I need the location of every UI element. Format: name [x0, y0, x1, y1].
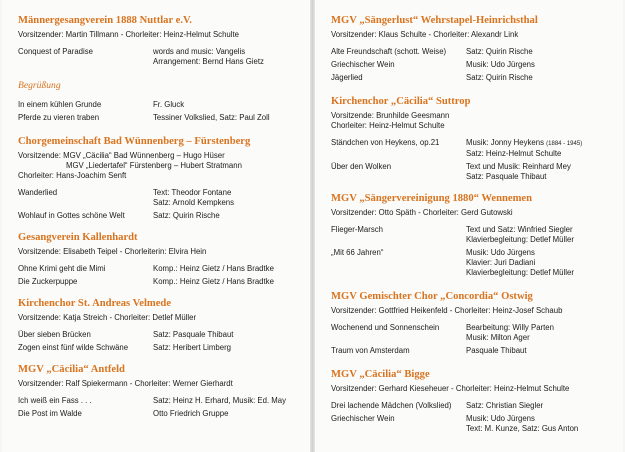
song-title: Flieger-Marsch: [331, 225, 383, 234]
credit-line: Komp.: Heinz Gietz / Hans Bradtke: [153, 277, 274, 286]
song-row: [331, 248, 621, 278]
song-row: [331, 346, 621, 356]
song-credits: [466, 414, 621, 434]
song-title: Über den Wolken: [331, 162, 392, 171]
song-row: [18, 264, 308, 274]
choir-title: MGV Gemischter Chor „Concordia“ Ostwig: [331, 291, 533, 302]
credit-line: Musik: Udo Jürgens: [466, 248, 535, 257]
song-row: [331, 60, 621, 70]
song-row: [18, 100, 308, 110]
song-credits: [466, 323, 621, 343]
song-title: Die Zuckerpuppe: [18, 277, 78, 286]
song-list: [18, 47, 308, 67]
choir-section: [331, 95, 621, 182]
credit-line: Satz: Pasquale Thibaut: [153, 330, 234, 339]
choir-title: Chorgemeinschaft Bad Wünnenberg – Fürstenberg: [18, 136, 251, 147]
song-credits: [466, 401, 621, 411]
right-column: [331, 14, 621, 437]
choir-meta-line: Vorsitzender: Ralf Spiekermann - Chorleiter: Werner Gierhardt: [18, 379, 233, 388]
credit-line: Komp.: Heinz Gietz / Hans Bradtke: [153, 264, 274, 273]
choir-meta-line: Vorsitzende: MGV „Cäcilia“ Bad Wünnenberg – Hugo Hüser: [18, 151, 225, 160]
song-row: [18, 211, 308, 221]
choir-meta-line: Vorsitzender: Gottfried Heikenfeld - Chorleiter: Heinz-Josef Schaub: [331, 306, 563, 315]
song-list: [18, 396, 308, 419]
song-row: [331, 401, 621, 411]
credit-line-with-note: [466, 138, 621, 149]
song-title: In einem kühlen Grunde: [18, 100, 102, 109]
song-row: [18, 409, 308, 419]
song-title: Wochenend und Sonnenschein: [331, 323, 440, 332]
choir-meta-line: Vorsitzender: Otto Späth - Chorleiter: Gerd Gutowski: [331, 208, 513, 217]
right-page: [315, 0, 623, 452]
credit-line: Klavier: Juri Dadiani: [466, 258, 536, 267]
credit-line: Musik: Udo Jürgens: [466, 60, 535, 69]
song-row: [331, 323, 621, 343]
choir-meta-line: Vorsitzende: Elisabeth Teipel - Chorleiterin: Elvira Hein: [18, 247, 207, 256]
credit-line: Otto Friedrich Gruppe: [153, 409, 229, 418]
song-credits: [153, 113, 308, 123]
song-credits: [466, 225, 621, 245]
choir-title: MGV „Cäcilia“ Antfeld: [18, 364, 125, 375]
song-credits: [466, 248, 621, 278]
choir-title: Kirchenchor „Cäcilia“ Suttrop: [331, 96, 471, 107]
song-credits: [153, 330, 308, 340]
choir-section: [331, 368, 621, 434]
song-title: Die Post im Walde: [18, 409, 82, 418]
song-list: [331, 401, 621, 434]
song-title: Ständchen von Heykens, op.21: [331, 138, 440, 147]
credit-line: Klavierbegleitung: Detlef Müller: [466, 268, 574, 277]
credit-line: Klavierbegleitung: Detlef Müller: [466, 235, 574, 244]
song-credits: [153, 277, 308, 287]
credit-line: Text: Theodor Fontane: [153, 188, 232, 197]
choir-title: Gesangverein Kallenhardt: [18, 232, 138, 243]
choir-meta-line: MGV „Liedertafel“ Fürstenberg – Hubert Stratmann: [66, 161, 242, 170]
song-credits: [466, 47, 621, 57]
choir-meta-line: Vorsitzender: Martin Tillmann - Chorleiter: Heinz-Helmut Schulte: [18, 30, 239, 39]
credit-line: Musik: Milton Ager: [466, 333, 530, 342]
choir-section: [331, 14, 621, 83]
credit-line: Text und Satz: Winfried Siegler: [466, 225, 573, 234]
credit-line: Satz: Pasquale Thibaut: [466, 172, 547, 181]
song-list: [331, 47, 621, 83]
choir-meta-line: Chorleiter: Heinz-Helmut Schulte: [331, 121, 445, 130]
song-credits: [466, 138, 621, 159]
song-row: [18, 47, 308, 67]
song-credits: [153, 409, 308, 419]
song-credits: [153, 211, 308, 221]
song-credits: [466, 60, 621, 70]
song-credits: [153, 343, 308, 353]
song-row: [18, 343, 308, 353]
choir-section: [18, 79, 308, 123]
credit-line: Bearbeitung: Willy Parten: [466, 323, 554, 332]
choir-section: [331, 290, 621, 356]
song-title: Conquest of Paradise: [18, 47, 93, 56]
credit-line: Satz: Heinz-Helmut Schulte: [466, 149, 562, 158]
song-title: Wanderlied: [18, 188, 58, 197]
song-title: Über sieben Brücken: [18, 330, 91, 339]
song-title: Wohlauf in Gottes schöne Welt: [18, 211, 125, 220]
credit-line: Satz: Quirin Rische: [466, 73, 533, 82]
credit-line: words and music: Vangelis: [153, 47, 246, 56]
credit-line: Satz: Heinz H. Erhard, Musik: Ed. May: [153, 396, 287, 405]
choir-title: Kirchenchor St. Andreas Velmede: [18, 298, 172, 309]
choir-title: MGV „Sängerlust“ Wehrstapel-Heinrichsthal: [331, 15, 538, 26]
song-title: Ich weiß ein Fass . . .: [18, 396, 92, 405]
credit-line: Text und Musik: Reinhard Mey: [466, 162, 571, 171]
song-title: Ohne Krimi geht die Mimi: [18, 264, 106, 273]
song-credits: [153, 396, 308, 406]
song-title: Zogen einst fünf wilde Schwäne: [18, 343, 129, 352]
choir-meta-line: Vorsitzende: Brunhilde Geesmann: [331, 111, 450, 120]
song-title: „Mit 66 Jahren“: [331, 248, 384, 257]
song-row: [331, 225, 621, 245]
song-list: [331, 225, 621, 278]
song-row: [18, 188, 308, 208]
choir-title: MGV „Sängervereinigung 1880“ Wennemen: [331, 193, 532, 204]
song-list: [18, 264, 308, 287]
song-row: [18, 277, 308, 287]
credit-line: Fr. Gluck: [153, 100, 185, 109]
song-credits: [466, 162, 621, 182]
choir-section: [18, 297, 308, 353]
song-row: [331, 414, 621, 434]
choir-section: [18, 363, 308, 419]
credit-line: Pasquale Thibaut: [466, 346, 527, 355]
song-list: [18, 330, 308, 353]
choir-title: Begrüßung: [18, 80, 61, 91]
song-list: [331, 323, 621, 356]
credit-line: Satz: Arnold Kempkens: [153, 198, 235, 207]
choir-title: Männergesangverein 1888 Nuttlar e.V.: [18, 15, 192, 26]
song-list: [18, 100, 308, 123]
credit-line: Text: M. Kunze, Satz: Gus Anton: [466, 424, 579, 433]
credit-line: Musik: Jonny Heykens: [466, 138, 544, 147]
song-credits: [153, 47, 308, 67]
song-credits: [153, 188, 308, 208]
song-title: Alte Freundschaft (schott. Weise): [331, 47, 447, 56]
song-credits: [153, 100, 308, 110]
song-row: [18, 330, 308, 340]
choir-title: MGV „Cäcilia“ Bigge: [331, 369, 430, 380]
song-title: Jägerlied: [331, 73, 363, 82]
song-row: [331, 138, 621, 159]
choir-meta-line: Vorsitzender: Gerhard Kieseheuer - Chorleiter: Heinz-Helmut Schulte: [331, 384, 570, 393]
song-title: Pferde zu vieren traben: [18, 113, 100, 122]
left-column: [18, 14, 308, 422]
left-page: [2, 0, 310, 452]
song-row: [18, 396, 308, 406]
song-row: [331, 73, 621, 83]
song-title: Traum von Amsterdam: [331, 346, 410, 355]
choir-section: [18, 14, 308, 67]
choir-meta-line: Chorleiter: Hans-Joachim Senft: [18, 171, 127, 180]
song-row: [331, 47, 621, 57]
choir-meta-line: Vorsitzender: Klaus Schulte - Chorleiter: Alexandr Link: [331, 30, 519, 39]
song-row: [331, 162, 621, 182]
credit-line: Satz: Christian Siegler: [466, 401, 544, 410]
choir-section: [331, 192, 621, 278]
credit-line: Musik: Udo Jürgens: [466, 414, 535, 423]
credit-line: Satz: Quirin Rische: [466, 47, 533, 56]
song-row: [18, 113, 308, 123]
song-credits: [153, 264, 308, 274]
credit-line: Satz: Heribert Limberg: [153, 343, 231, 352]
credit-line: Satz: Quirin Rische: [153, 211, 220, 220]
song-list: [18, 188, 308, 221]
credit-line: Arrangement: Bernd Hans Gietz: [153, 57, 264, 66]
choir-section: [18, 135, 308, 221]
song-title: Drei lachende Mädchen (Volkslied): [331, 401, 452, 410]
song-title: Griechischer Wein: [331, 414, 395, 423]
choir-meta-line: Vorsitzende: Katja Streich - Chorleiter: Detlef Müller: [18, 313, 197, 322]
credit-line: Tessiner Volkslied, Satz: Paul Zoll: [153, 113, 270, 122]
credit-years-note: (1884 - 1945): [546, 141, 583, 147]
song-credits: [466, 73, 621, 83]
song-credits: [466, 346, 621, 356]
choir-section: [18, 231, 308, 287]
song-list: [331, 138, 621, 182]
song-title: Griechischer Wein: [331, 60, 395, 69]
